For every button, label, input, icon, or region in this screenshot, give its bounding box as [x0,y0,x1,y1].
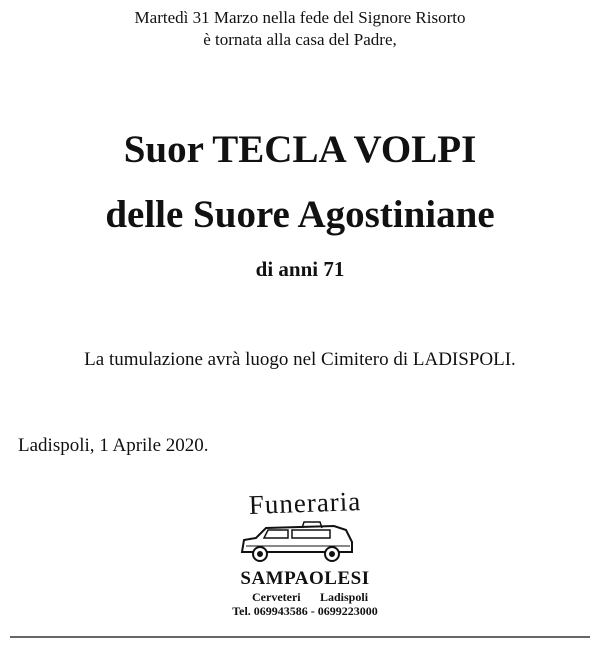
logo-town-cerveteri: Cerveteri [252,590,301,604]
burial-info: La tumulazione avrà luogo nel Cimitero di LADISPOLI. [84,349,516,370]
notice-line-2: è tornata alla casa del Padre, [203,30,397,49]
hearse-icon [238,518,358,564]
religious-order: delle Suore Agostiniane [105,193,495,236]
logo-title: Funeraria [248,486,362,520]
logo-name: SAMPAOLESI [240,568,370,589]
deceased-name: Suor TECLA VOLPI [123,128,477,171]
place-date: Ladispoli, 1 Aprile 2020. [18,435,209,456]
bottom-rule [10,636,590,638]
age: di anni 71 [255,257,345,281]
notice-line-1: Martedì 31 Marzo nella fede del Signore Risorto [134,8,466,27]
logo-town-ladispoli: Ladispoli [320,590,369,604]
logo-telephone: Tel. 069943586 - 0699223000 [232,604,378,618]
funeral-home-logo [210,478,400,626]
